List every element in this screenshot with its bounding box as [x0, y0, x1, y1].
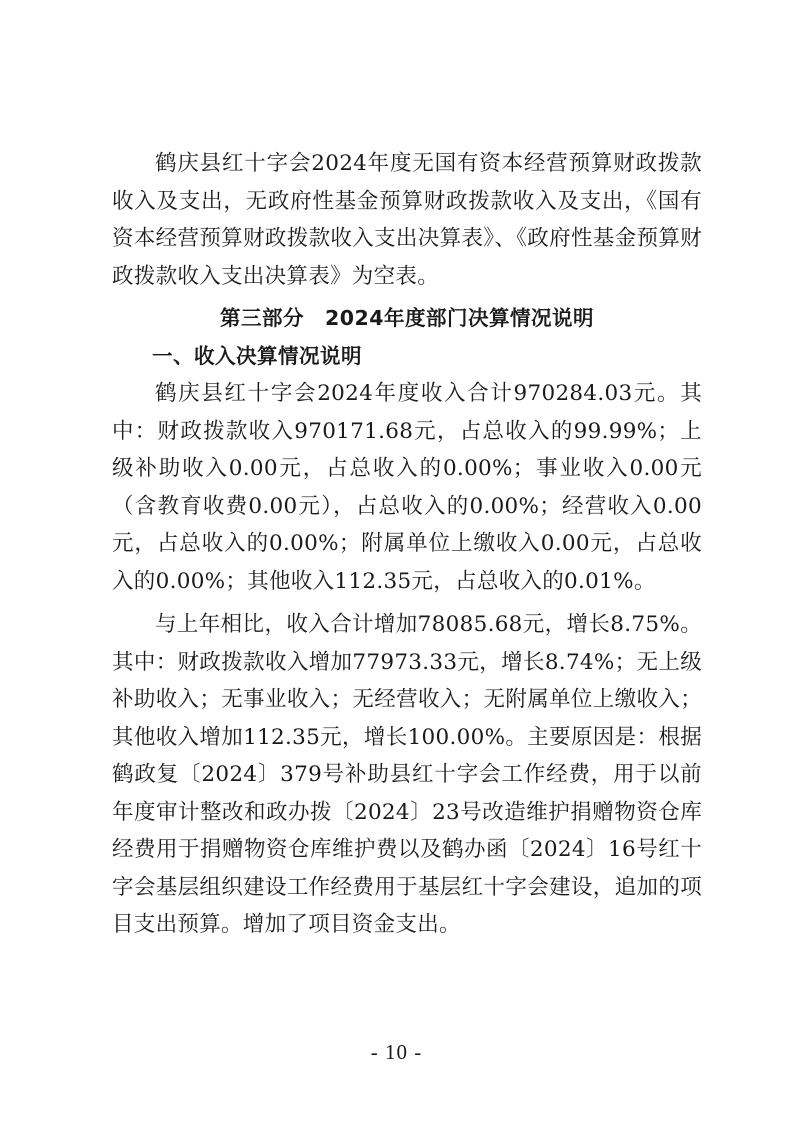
page-number: - 10 - — [370, 1040, 423, 1064]
comparison-paragraph: 与上年相比，收入合计增加78085.68元，增长8.75%。其中：财政拨款收入增加77973.33元，增长8.74%；无上级补助收入；无事业收入；无经营收入；无附属单位上缴收入；其他收入增加112.35元，增长100.00%。主要原因是：根据鹤政复〔2024〕379号补助县红十字会工作经费，用于以前年度审计整改和政办拨〔2024〕23号改造维护捐赠物资仓库经费用于捐赠物资仓库维护费以及鹤办函〔2024〕16号红十字会基层组织建设工作经费用于基层红十字会建设，追加的项目支出预算。增加了项目资金支出。 — [112, 612, 702, 937]
part-title: 第三部分 2024年度部门决算情况说明 — [219, 306, 595, 330]
document-body — [112, 145, 702, 944]
income-total-paragraph: 鹤庆县红十字会2024年度收入合计970284.03元。其中：财政拨款收入970171.68元，占总收入的99.99%；上级补助收入0.00元，占总收入的0.00%；事业收入0.00元（含教育收费0.00元），占总收入的0.00%；经营收入0.00元，占总收入的0.00%；附属单位上缴收入0.00元，占总收入的0.00%；其他收入112.35元，占总收入的0.01%。 — [112, 381, 702, 594]
intro-paragraph: 鹤庆县红十字会2024年度无国有资本经营预算财政拨款收入及支出，无政府性基金预算财政拨款收入及支出，《国有资本经营预算财政拨款收入支出决算表》、《政府性基金预算财政拨款收入支出决算表》为空表。 — [112, 151, 702, 289]
section-title: 一、收入决算情况说明 — [152, 344, 362, 368]
